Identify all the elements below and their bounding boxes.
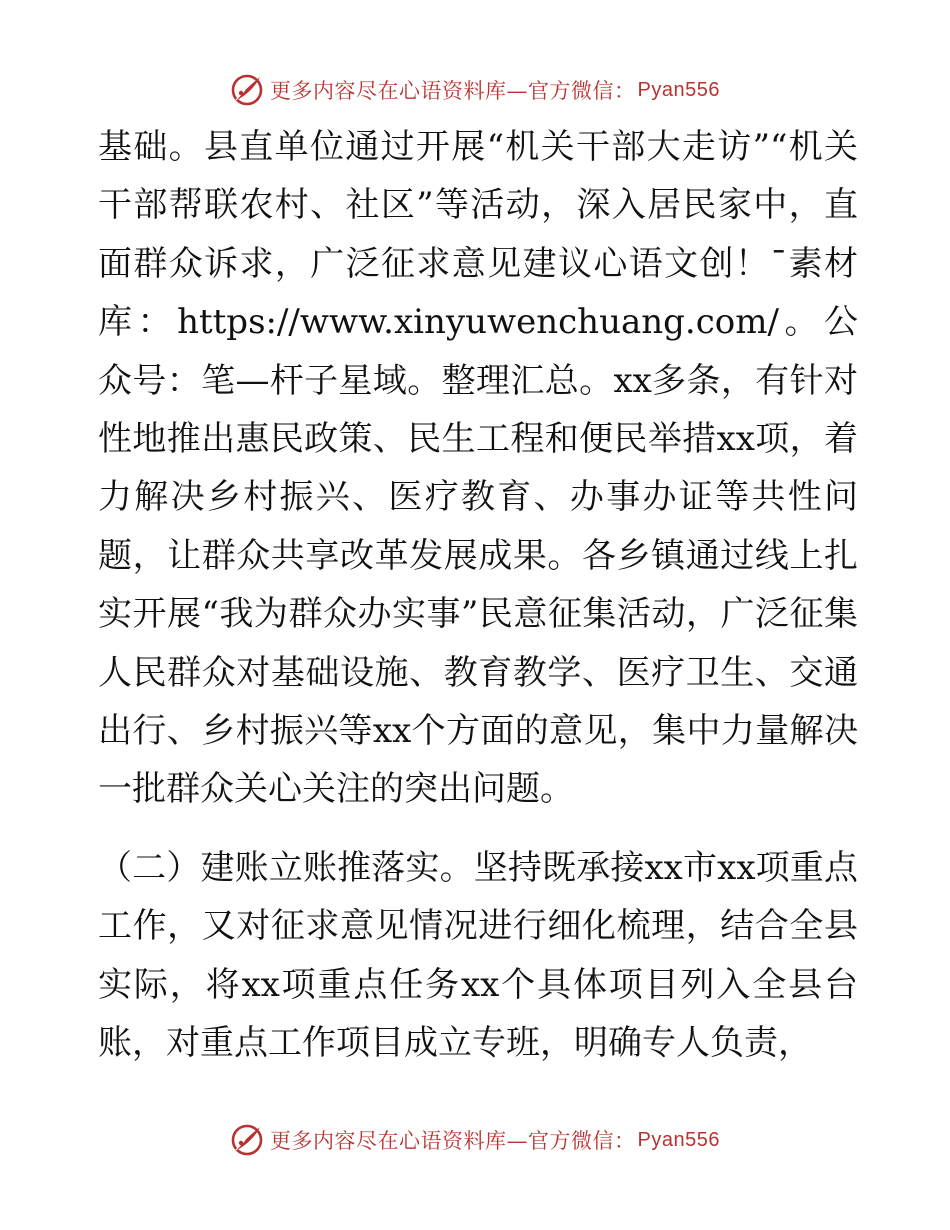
body-paragraph-1: 基础。县直单位通过开展“机关干部大走访”“机关干部帮联农村、社区”等活动，深入居民家中，直面群众诉求，广泛征求意见建议心语文创！¯素材库：https://www.xinyuwenchuang.com/。公众号：笔—杆子星域。整理汇总。xx多条，有针对性地推出惠民政策、民生工程和便民举措xx项，着力解决乡村振兴、医疗教育、办事办证等共性问题，让群众共享改革发展成果。各乡镇通过线上扎实开展“我为群众办实事”民意征集活动，广泛征集人民群众对基础设施、教育教学、医疗卫生、交通出行、乡村振兴等xx个方面的意见，集中力量解决一批群众关心关注的突出问题。 <box>98 127 858 810</box>
feather-pen-logo-icon <box>230 1123 264 1157</box>
header-promo-text: 更多内容尽在心语资料库—官方微信： <box>270 79 636 103</box>
body-paragraph-2: （二）建账立账推落实。坚持既承接xx市xx项重点工作，又对征求意见情况进行细化梳理，结合全县实际，将xx项重点任务xx个具体项目列入全县台账，对重点工作项目成立专班，明确专人负责， <box>98 847 858 1064</box>
footer-promo-text: 更多内容尽在心语资料库—官方微信： <box>270 1129 636 1153</box>
document-body <box>98 118 858 1073</box>
footer-wechat-id: Pyan556 <box>637 1128 720 1151</box>
feather-pen-logo-icon <box>230 73 264 107</box>
footer-banner[interactable] <box>0 1120 950 1160</box>
header-wechat-id: Pyan556 <box>637 78 720 101</box>
header-banner[interactable] <box>0 70 950 110</box>
